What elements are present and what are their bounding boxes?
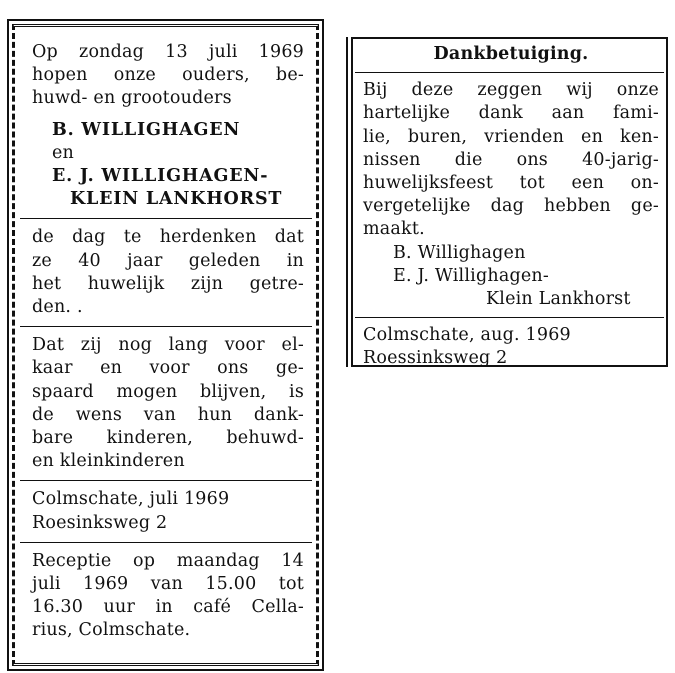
signature-line: E. J. Willighagen- [393, 265, 549, 286]
notice-body-line: hartelijke dank aan fami- [363, 103, 659, 124]
announcement-frame [12, 24, 319, 666]
divider [20, 542, 312, 543]
wish-line: bare kinderen, behuwd- [32, 428, 304, 449]
notice-address-line: Colmschate, aug. 1969 [363, 325, 571, 346]
address-line: Colmschate, juli 1969 [32, 489, 230, 510]
notice-body-line: maakt. [363, 219, 425, 240]
body-line: den. . [32, 297, 83, 318]
anniversary-announcement [7, 19, 324, 671]
divider [20, 218, 312, 219]
notice-body-line: lie, buren, vrienden en ken- [363, 126, 659, 147]
reception-line: rius, Colmschate. [32, 620, 191, 641]
wish-line: kaar en voor ons ge- [32, 358, 304, 379]
intro-line: huwd- en grootouders [32, 88, 232, 109]
divider [355, 72, 664, 73]
notice-body-line: nissen die ons 40-jarig- [363, 149, 659, 170]
notice-frame [351, 37, 668, 367]
body-line: de dag te herdenken dat [32, 227, 304, 248]
divider [355, 317, 664, 318]
notice-address-line: Roessinksweg 2 [363, 348, 508, 369]
notice-body-line: vergetelijke dag hebben ge- [363, 196, 659, 217]
wish-line: en kleinkinderen [32, 451, 185, 472]
reception-line: 16.30 uur in café Cella- [32, 597, 304, 618]
wife-name-line2: KLEIN LANKHORST [70, 189, 283, 210]
body-line: het huwelijk zijn getre- [32, 273, 304, 294]
notice-body-line: huwelijksfeest tot een on- [363, 173, 659, 194]
divider [20, 326, 312, 327]
address-line: Roesinksweg 2 [32, 512, 168, 533]
wish-line: de wens van hun dank- [32, 404, 304, 425]
wife-name-line1: E. J. WILLIGHAGEN- [52, 166, 269, 187]
thank-you-notice [346, 37, 668, 367]
intro-line: Op zondag 13 juli 1969 [32, 42, 304, 62]
husband-name: B. WILLIGHAGEN [52, 119, 241, 140]
notice-title: Dankbetuiging. [433, 44, 589, 64]
conjunction: en [52, 142, 75, 163]
signature-line: B. Willighagen [393, 242, 526, 263]
wish-line: Dat zij nog lang voor el- [32, 335, 304, 356]
intro-line: hopen onze ouders, be- [32, 65, 304, 86]
wish-line: spaard mogen blijven, is [32, 381, 304, 402]
reception-line: Receptie op maandag 14 [32, 550, 304, 571]
signature-line: Klein Lankhorst [486, 289, 631, 310]
reception-line: juli 1969 van 15.00 tot [32, 574, 304, 595]
body-line: ze 40 jaar geleden in [32, 250, 304, 271]
divider [20, 480, 312, 481]
notice-body-line: Bij deze zeggen wij onze [363, 80, 659, 101]
